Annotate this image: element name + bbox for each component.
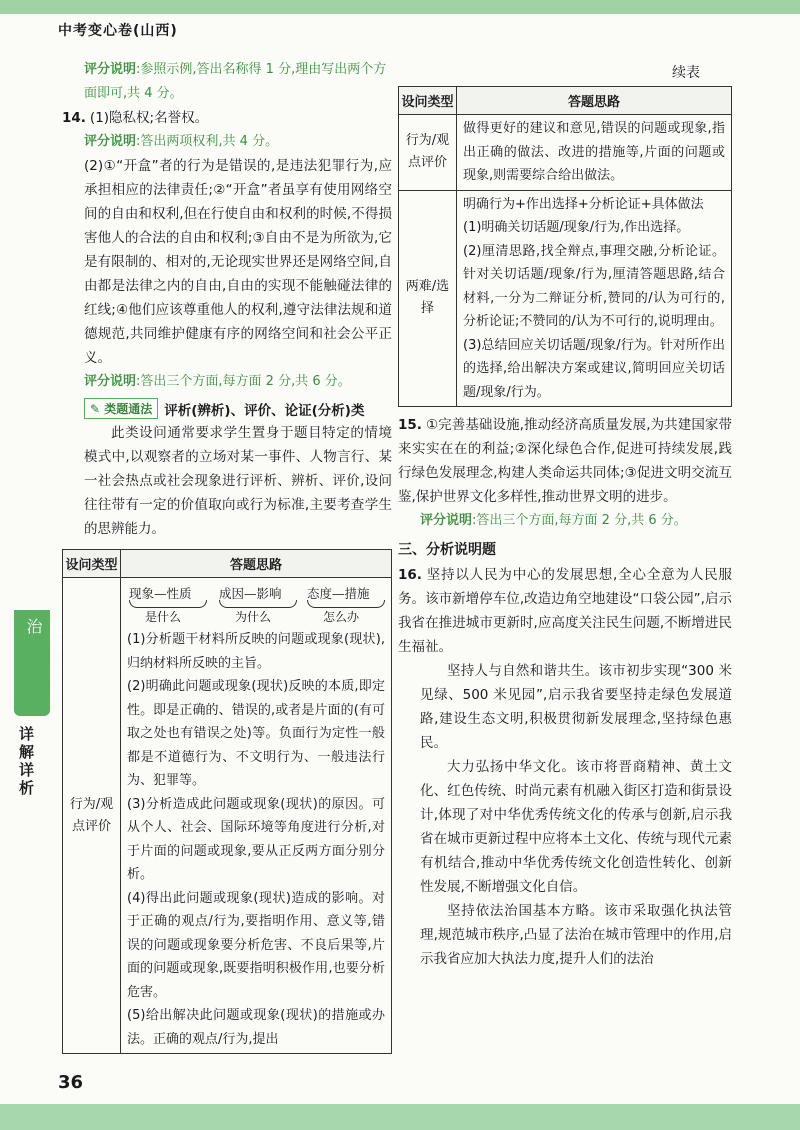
q15-answer: 15. ①完善基础设施,推动经济高质量发展,为共建国家带来实实在在的利益;②深化绿色合作,促进可持续发展,践行绿色发展理念,构建人类命运共同体;③促进文明交流互鉴,保护世界文化多样性,推动世界文明的进步。	[398, 417, 732, 505]
q14-part2: (2)①“开盒”者的行为是错误的,是违法犯罪行为,应承担相应的法律责任;②“开盒”者虽享有使用网络空间的自由和权利,但在行使自由和权利的时候,不得损害他人的合法的自由和权利;③自由不是为所欲为,它是有限制的、相对的,无论现实世界还是网络空间,自由都是法律之内的自由,自由的实现不能触碰法律的红线;④他们应该尊重他人的权利,遵守法律法规和道德规范,共同维护健康有序的网络空间和社会公平正义。	[84, 158, 392, 366]
table-header-approach: 答题思路	[121, 550, 392, 578]
step-2: (2)明确此问题或现象(现状)反映的本质,即定性。即是正确的、错误的,或者是片面的(有可取之处也有错误之处)等。负面行为定性一般都是不道德行为、不文明行为、一般违法行为、犯罪等。	[127, 679, 385, 788]
method-badge: ✎ 类题通法	[84, 398, 158, 419]
scheme-sub-2: 为什么	[235, 610, 272, 624]
page-number: 36	[58, 1072, 84, 1093]
section-label: 详解详析	[17, 726, 35, 798]
q16-para-4: 坚持依法治国基本方略。该市采取强化执法管理,规范城市秩序,凸显了法治在城市管理中的作用,启示我省应加大执法力度,提升人们的法治	[420, 903, 732, 967]
q16-para-1: 16. 坚持以人民为中心的发展思想,全心全意为人民服务。该市新增停车位,改造边角空地建设“口袋公园”,启示我省在推进城市更新时,应高度关注民生问题,不断增进民生福祉。	[398, 567, 732, 655]
table-row-body	[457, 190, 732, 407]
table-row-type: 行为/观点评价	[399, 115, 457, 191]
method-title: 评析(辨析)、评价、论证(分析)类	[164, 402, 365, 419]
table-row-body: 做得更好的建议和意见,错误的问题或现象,指出正确的做法、改进的措施等,片面的问题或现象,则需要综合给出做法。	[457, 115, 732, 191]
table-row-type: 两难/选择	[399, 190, 457, 407]
scheme-group-2: 成因—影响	[219, 586, 282, 601]
scheme-sub-1: 是什么	[145, 610, 182, 624]
step-4: (4)得出此问题或现象(现状)造成的影响。对于正确的观点/行为,要指明作用、意义等,错误的问题或现象要分析危害、不良后果等,片面的问题或现象,既要指明积极作用,也要分析危害。	[127, 890, 385, 1000]
bottom-color-bar	[0, 1104, 800, 1130]
table-header-type: 设问类型	[399, 87, 457, 115]
scheme-sub-3: 怎么办	[323, 610, 360, 624]
header-title: 中考变心卷(山西)	[58, 23, 178, 39]
right-column	[398, 86, 732, 971]
q16-para-3: 大力弘扬中华文化。该市将晋商精神、黄土文化、红色传统、时尚元素有机融入街区打造和街景设计,体现了对中华优秀传统文化的传承与创新,启示我省在城市更新过程中应将本土文化、传统与现代元素有机结合,推动中华优秀传统文化创造性转化、创新性发展,不断增强文化自信。	[420, 759, 732, 895]
step-5: (5)给出解决此问题或现象(现状)的措施或办法。正确的观点/行为,提出	[127, 1008, 385, 1047]
step-3: (3)分析造成此问题或现象(现状)的原因。可从个人、社会、国际环境等角度进行分析,对于片面的问题或现象,要从正反两方面分别分析。	[127, 796, 385, 882]
table-row-type: 行为/观点评价	[63, 578, 121, 1054]
q15-remark: 评分说明:答出三个方面,每方面 2 分,共 6 分。	[420, 513, 687, 528]
step-1: (1)分析题干材料所反映的问题或现象(现状),归纳材料所反映的主旨。	[127, 632, 385, 671]
continued-label: 续表	[672, 65, 700, 81]
table-header-approach: 答题思路	[457, 87, 732, 115]
scheme-group-1: 现象—性质	[129, 586, 192, 601]
q14-part1: 14. (1)隐私权;名誉权。	[62, 110, 209, 126]
method-table-right	[398, 86, 732, 407]
choice-step-2: (2)厘清思路,找全辩点,事理交融,分析论证。针对关切话题/现象/行为,厘清答题思路,结合材料,一分为二辩证分析,赞同的/认为可行的,分析论证;不赞同的/认为不可行的,说明理由。	[463, 243, 725, 329]
q16-para-2: 坚持人与自然和谐共生。该市初步实现“300 米见绿、500 米见园”,启示我省要坚持走绿色发展道路,建设生态文明,积极贯彻新发展理念,坚持绿色惠民。	[420, 663, 732, 751]
subject-tab	[14, 610, 66, 716]
choice-step-3: (3)总结回应关切话题/现象/行为。针对所作出的选择,给出解决方案或建议,简明回应关切话题/现象/行为。	[463, 337, 725, 400]
table-row-body	[121, 578, 392, 1054]
subject-label: 道德与法治	[24, 618, 66, 698]
pencil-icon: ✎	[90, 401, 101, 416]
q13-remark: 评分说明:参照示例,答出名称得 1 分,理由写出两个方面即可,共 4 分。	[84, 62, 387, 101]
choice-step-0: 明确行为+作出选择+分析论证+具体做法	[463, 196, 704, 212]
table-header-type: 设问类型	[63, 550, 121, 578]
q14-remark1: 评分说明:答出两项权利,共 4 分。	[84, 134, 279, 149]
choice-step-1: (1)明确关切话题/现象/行为,作出选择。	[463, 220, 690, 235]
method-intro: 此类设问通常要求学生置身于题目特定的情境模式中,以观察者的立场对某一事件、人物言行、某一社会热点或社会现象进行评析、辨析、评价,设问往往带有一定的价值取向或行为标准,主要考查学生的思辨能力。	[84, 425, 392, 537]
section-3-heading: 三、分析说明题	[398, 542, 496, 558]
left-column	[62, 58, 392, 1054]
method-heading	[84, 398, 392, 419]
answer-scheme	[127, 580, 385, 628]
method-table-left	[62, 549, 392, 1054]
q14-remark2: 评分说明:答出三个方面,每方面 2 分,共 6 分。	[84, 374, 351, 389]
scheme-group-3: 态度—措施	[307, 586, 370, 601]
top-color-bar	[0, 0, 800, 14]
